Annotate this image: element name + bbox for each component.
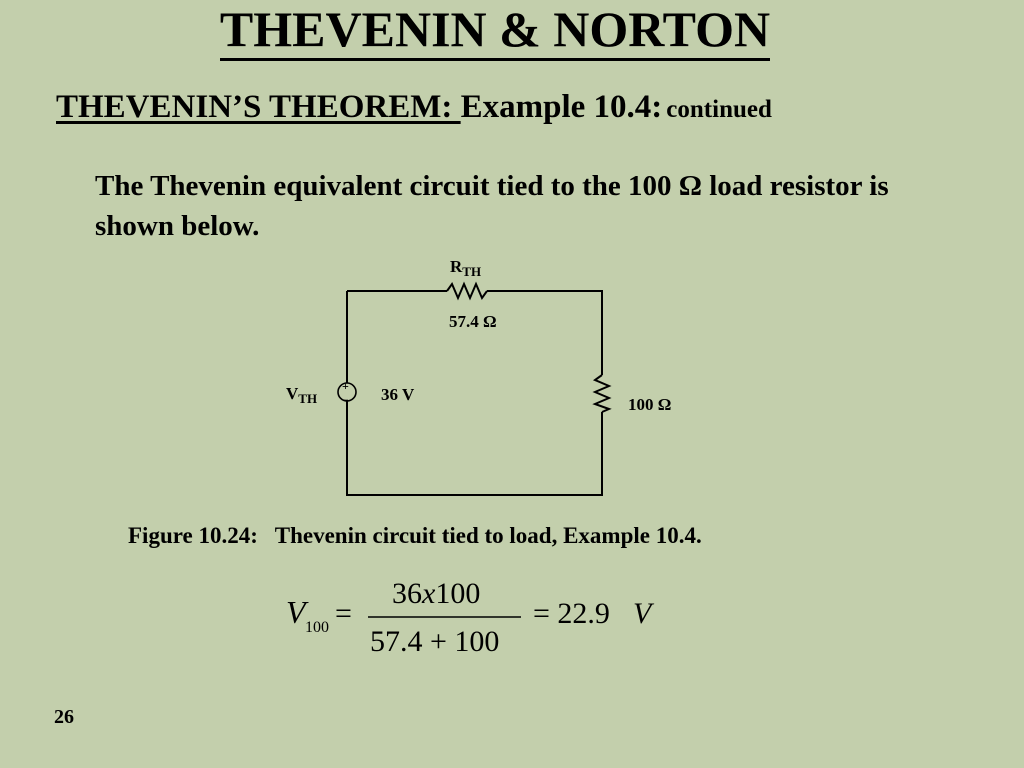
eq-result-unit: V bbox=[633, 597, 652, 630]
page-number: 26 bbox=[54, 706, 74, 728]
subtitle-theorem: THEVENIN’S THEOREM: bbox=[56, 89, 461, 125]
eq-lhs-sub: 100 bbox=[305, 619, 329, 636]
vth-value: 36 V bbox=[381, 385, 415, 404]
source-minus-sign: – bbox=[342, 392, 348, 406]
figure-caption: Figure 10.24: Thevenin circuit tied to load, Example 10.4. bbox=[128, 523, 702, 548]
eq-num-x: x bbox=[422, 577, 436, 610]
slide-title-text: THEVENIN & NORTON bbox=[220, 1, 770, 61]
source-plus-sign: + bbox=[342, 379, 349, 393]
eq-num-a: 36 bbox=[392, 577, 422, 610]
description-text: The Thevenin equivalent circuit tied to the 100 Ω load resistor is shown below. bbox=[95, 170, 889, 242]
eq-equals: = bbox=[335, 597, 352, 630]
eq-numerator bbox=[392, 577, 480, 610]
rth-label-main: R bbox=[450, 257, 463, 276]
load-value: 100 Ω bbox=[628, 395, 672, 414]
eq-num-b: 100 bbox=[435, 577, 481, 610]
eq-lhs-var: V bbox=[286, 594, 306, 630]
vth-label-main: V bbox=[286, 384, 299, 403]
subtitle-continued: continued bbox=[666, 96, 772, 123]
subtitle-example: Example 10.4: bbox=[460, 89, 663, 125]
rth-label-sub: TH bbox=[462, 264, 482, 279]
eq-result: = 22.9 bbox=[533, 597, 610, 630]
eq-denominator: 57.4 + 100 bbox=[370, 625, 500, 658]
rth-value: 57.4 Ω bbox=[449, 312, 497, 331]
vth-label-sub: TH bbox=[298, 391, 318, 406]
